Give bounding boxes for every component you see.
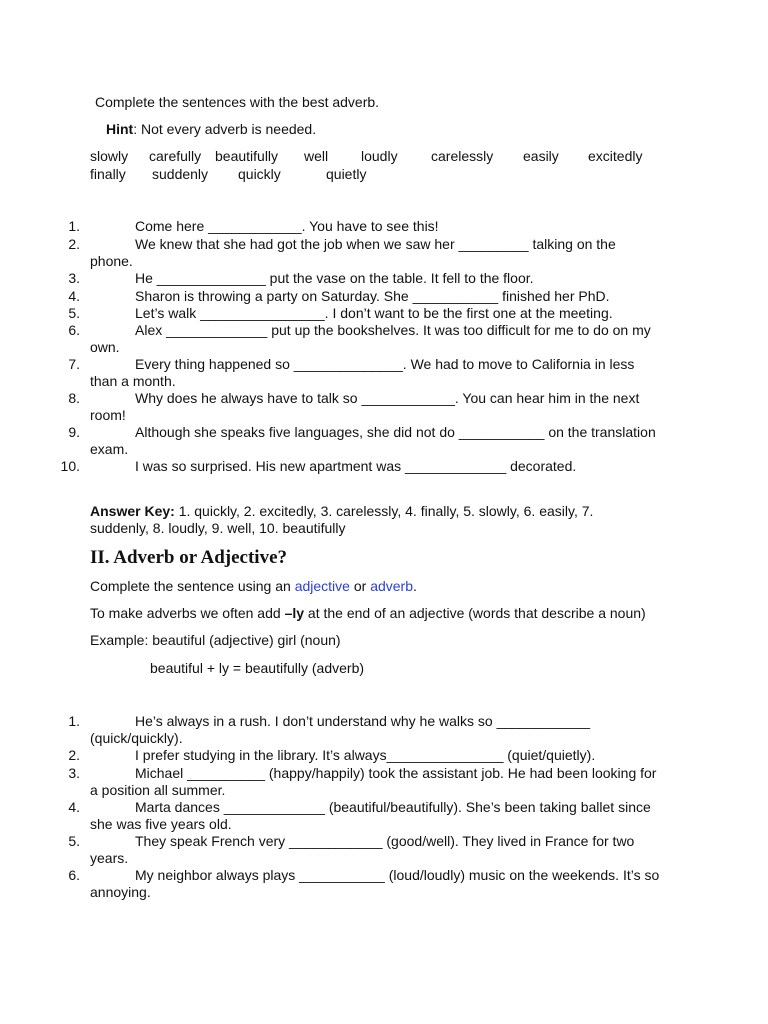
item-number: 9. bbox=[68, 424, 80, 440]
section-heading: II. Adverb or Adjective? bbox=[90, 547, 288, 568]
word-bank-item: carefully bbox=[149, 148, 202, 164]
item-text: Why does he always have to talk so ____________. You can hear him in the next bbox=[135, 390, 640, 406]
item-text-wrap: than a month. bbox=[90, 373, 176, 389]
item-text-wrap: room! bbox=[90, 407, 126, 423]
item-text: Marta dances _____________ (beautiful/beautifully). She’s been taking ballet since bbox=[135, 799, 651, 815]
item-number: 4. bbox=[68, 288, 80, 304]
item-text-wrap: years. bbox=[90, 850, 129, 866]
answer-key-text-wrap: suddenly, 8. loudly, 9. well, 10. beautifully bbox=[90, 520, 346, 536]
word-bank-item: slowly bbox=[90, 148, 129, 164]
rule-post: at the end of an adjective (words that describe a noun) bbox=[304, 605, 646, 621]
item-number: 6. bbox=[68, 867, 80, 883]
word-bank-item: carelessly bbox=[431, 148, 494, 164]
item-number: 5. bbox=[68, 833, 80, 849]
answer-key-label: Answer Key: bbox=[90, 503, 175, 519]
item-number: 2. bbox=[68, 747, 80, 763]
word-bank-item: loudly bbox=[361, 148, 398, 164]
word-bank-item: finally bbox=[90, 166, 126, 182]
item-number: 10. bbox=[60, 458, 80, 474]
item-text: Alex _____________ put up the bookshelves. It was too difficult for me to do on my bbox=[135, 322, 651, 338]
adverb-link[interactable]: adverb bbox=[370, 578, 414, 594]
item-number: 1. bbox=[68, 713, 80, 729]
item-text: They speak French very ____________ (good/well). They lived in France for two bbox=[135, 833, 635, 849]
answer-key-text: 1. quickly, 2. excitedly, 3. carelessly, 4. finally, 5. slowly, 6. easily, 7. bbox=[174, 503, 594, 519]
instruction-post: . bbox=[413, 578, 417, 594]
item-text-wrap: exam. bbox=[90, 441, 129, 457]
item-text: He’s always in a rush. I don’t understand why he walks so ____________ bbox=[135, 713, 591, 729]
item-text: Come here ____________. You have to see this! bbox=[135, 218, 439, 234]
item-text: Sharon is throwing a party on Saturday. She ___________ finished her PhD. bbox=[135, 288, 610, 304]
word-bank-item: excitedly bbox=[588, 148, 643, 164]
answer-key-line bbox=[90, 503, 593, 519]
instruction-text: Complete the sentences with the best adverb. bbox=[95, 94, 380, 110]
item-number: 2. bbox=[68, 236, 80, 252]
item-text: Let’s walk ________________. I don’t want to be the first one at the meeting. bbox=[135, 305, 613, 321]
item-number: 6. bbox=[68, 322, 80, 338]
item-number: 8. bbox=[68, 390, 80, 406]
word-bank-item: quietly bbox=[326, 166, 367, 182]
item-text-wrap: (quick/quickly). bbox=[90, 730, 183, 746]
item-number: 3. bbox=[68, 765, 80, 781]
word-bank-item: easily bbox=[523, 148, 559, 164]
rule-suffix: –ly bbox=[284, 605, 305, 621]
item-text: We knew that she had got the job when we saw her _________ talking on the bbox=[135, 236, 616, 252]
item-text-wrap: annoying. bbox=[90, 884, 151, 900]
instruction-or: or bbox=[349, 578, 371, 594]
item-number: 4. bbox=[68, 799, 80, 815]
word-bank-item: beautifully bbox=[215, 148, 279, 164]
item-text-wrap: a position all summer. bbox=[90, 782, 226, 798]
word-bank-item: well bbox=[304, 148, 329, 164]
word-bank-item: quickly bbox=[238, 166, 281, 182]
rule-text bbox=[90, 605, 646, 621]
word-bank-item: suddenly bbox=[152, 166, 209, 182]
adjective-link[interactable]: adjective bbox=[294, 578, 350, 594]
item-text-wrap: own. bbox=[90, 339, 120, 355]
item-number: 7. bbox=[68, 356, 80, 372]
item-text: Michael __________ (happy/happily) took the assistant job. He had been looking for bbox=[135, 765, 657, 781]
instruction-pre: Complete the sentence using an bbox=[90, 578, 295, 594]
item-text-wrap: phone. bbox=[90, 253, 133, 269]
item-text: He ______________ put the vase on the table. It fell to the floor. bbox=[135, 270, 534, 286]
item-text: I prefer studying in the library. It’s always_______________ (quiet/quietly). bbox=[135, 747, 596, 763]
item-number: 5. bbox=[68, 305, 80, 321]
item-number: 1. bbox=[68, 218, 80, 234]
item-text: Although she speaks five languages, she did not do ___________ on the translation bbox=[135, 424, 656, 440]
item-text: My neighbor always plays ___________ (loud/loudly) music on the weekends. It’s so bbox=[135, 867, 660, 883]
item-text: I was so surprised. His new apartment was _____________ decorated. bbox=[135, 458, 577, 474]
section2-instruction bbox=[90, 578, 417, 594]
rule-pre: To make adverbs we often add bbox=[90, 605, 285, 621]
hint-line bbox=[106, 121, 316, 137]
item-text: Every thing happened so ______________. We had to move to California in less bbox=[135, 356, 635, 372]
hint-label: Hint bbox=[106, 121, 134, 137]
hint-text: : Not every adverb is needed. bbox=[133, 121, 317, 137]
item-number: 3. bbox=[68, 270, 80, 286]
formula-text: beautiful + ly = beautifully (adverb) bbox=[150, 660, 365, 676]
example-text: Example: beautiful (adjective) girl (noun) bbox=[90, 632, 341, 648]
item-text-wrap: she was five years old. bbox=[90, 816, 232, 832]
